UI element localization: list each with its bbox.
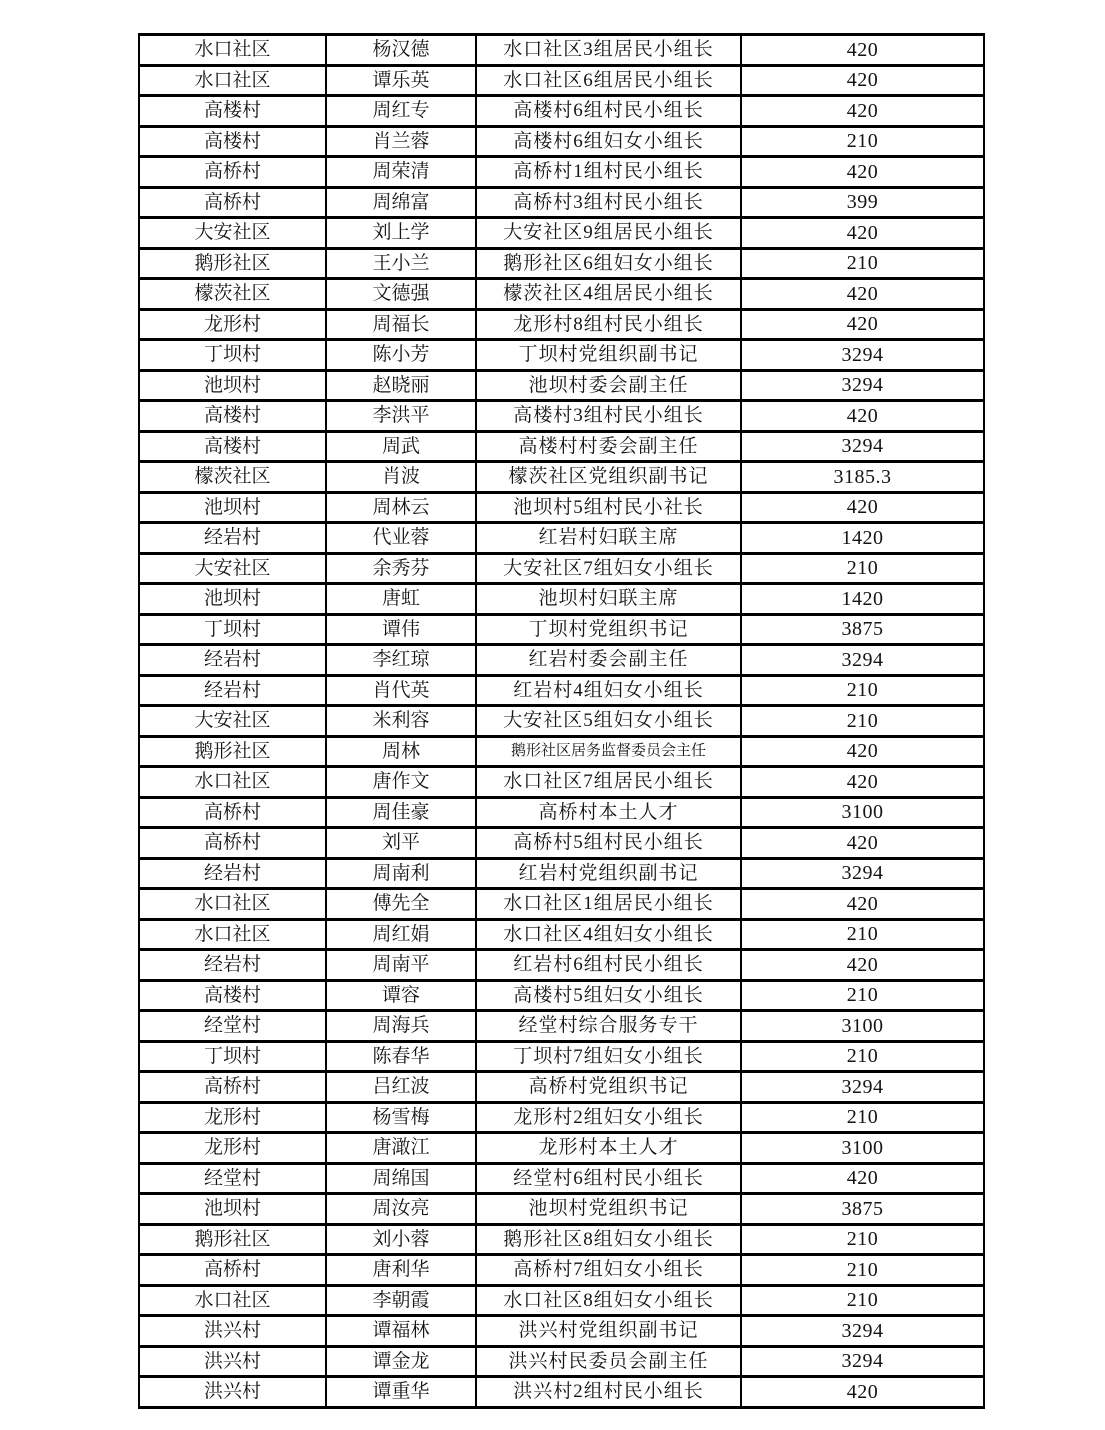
cell-position: 池坝村党组织书记 [476, 1194, 741, 1225]
table-row [139, 523, 984, 554]
cell-area: 高桥村 [139, 1255, 326, 1286]
table-row [139, 980, 984, 1011]
cell-position: 水口社区6组居民小组长 [476, 65, 741, 96]
table-row [139, 736, 984, 767]
cell-name: 李洪平 [326, 401, 476, 432]
cell-name: 周佳豪 [326, 797, 476, 828]
cell-amount: 210 [741, 1285, 984, 1316]
cell-position: 高桥村5组村民小组长 [476, 828, 741, 859]
cell-name: 刘上学 [326, 218, 476, 249]
cell-area: 龙形村 [139, 1102, 326, 1133]
cell-position: 池坝村委会副主任 [476, 370, 741, 401]
table-row [139, 706, 984, 737]
cell-position: 红岩村妇联主席 [476, 523, 741, 554]
cell-name: 肖兰蓉 [326, 126, 476, 157]
cell-area: 经堂村 [139, 1011, 326, 1042]
cell-name: 谭重华 [326, 1377, 476, 1408]
table-row [139, 126, 984, 157]
table-row [139, 1224, 984, 1255]
cell-name: 周海兵 [326, 1011, 476, 1042]
cell-area: 檬茨社区 [139, 462, 326, 493]
cell-amount: 3875 [741, 614, 984, 645]
cell-amount: 420 [741, 950, 984, 981]
cell-area: 水口社区 [139, 889, 326, 920]
cell-area: 经岩村 [139, 950, 326, 981]
table-row [139, 858, 984, 889]
cell-amount: 210 [741, 1041, 984, 1072]
cell-name: 周林 [326, 736, 476, 767]
table-row [139, 614, 984, 645]
table-row [139, 492, 984, 523]
cell-name: 周绵富 [326, 187, 476, 218]
table-row [139, 1194, 984, 1225]
cell-name: 李朝霞 [326, 1285, 476, 1316]
cell-area: 经岩村 [139, 645, 326, 676]
cell-area: 龙形村 [139, 1133, 326, 1164]
table-row [139, 431, 984, 462]
cell-area: 水口社区 [139, 919, 326, 950]
cell-area: 经岩村 [139, 858, 326, 889]
table-row [139, 401, 984, 432]
cell-area: 高楼村 [139, 96, 326, 127]
cell-area: 檬茨社区 [139, 279, 326, 310]
table-row [139, 218, 984, 249]
table-row [139, 96, 984, 127]
cell-amount: 210 [741, 248, 984, 279]
cell-area: 水口社区 [139, 767, 326, 798]
cell-name: 周南利 [326, 858, 476, 889]
cell-position: 经堂村综合服务专干 [476, 1011, 741, 1042]
cell-position: 洪兴村民委员会副主任 [476, 1346, 741, 1377]
table-row [139, 1133, 984, 1164]
cell-amount: 3294 [741, 645, 984, 676]
cell-amount: 420 [741, 157, 984, 188]
table-row [139, 1163, 984, 1194]
cell-amount: 1420 [741, 523, 984, 554]
cell-amount: 210 [741, 1255, 984, 1286]
cell-area: 高桥村 [139, 1072, 326, 1103]
cell-position: 池坝村5组村民小社长 [476, 492, 741, 523]
cell-area: 鹅形社区 [139, 736, 326, 767]
cell-name: 杨汉德 [326, 35, 476, 66]
cell-name: 周林云 [326, 492, 476, 523]
cell-name: 唐澉江 [326, 1133, 476, 1164]
cell-position: 檬茨社区党组织副书记 [476, 462, 741, 493]
cell-amount: 210 [741, 1224, 984, 1255]
cell-name: 王小兰 [326, 248, 476, 279]
cell-area: 水口社区 [139, 1285, 326, 1316]
cell-position: 红岩村党组织副书记 [476, 858, 741, 889]
cell-amount: 210 [741, 126, 984, 157]
cell-name: 谭金龙 [326, 1346, 476, 1377]
cell-amount: 420 [741, 309, 984, 340]
compensation-table [138, 33, 985, 1409]
cell-name: 唐虹 [326, 584, 476, 615]
table-body [139, 35, 984, 1408]
table-row [139, 584, 984, 615]
cell-position: 水口社区8组妇女小组长 [476, 1285, 741, 1316]
cell-amount: 420 [741, 96, 984, 127]
table-row [139, 889, 984, 920]
cell-position: 高桥村党组织书记 [476, 1072, 741, 1103]
table-row [139, 919, 984, 950]
cell-position: 池坝村妇联主席 [476, 584, 741, 615]
cell-position: 洪兴村2组村民小组长 [476, 1377, 741, 1408]
cell-amount: 3875 [741, 1194, 984, 1225]
cell-amount: 420 [741, 1163, 984, 1194]
cell-amount: 420 [741, 1377, 984, 1408]
table-row [139, 767, 984, 798]
cell-name: 周福长 [326, 309, 476, 340]
cell-position: 高桥村3组村民小组长 [476, 187, 741, 218]
cell-amount: 420 [741, 828, 984, 859]
cell-area: 洪兴村 [139, 1346, 326, 1377]
cell-area: 大安社区 [139, 218, 326, 249]
cell-area: 水口社区 [139, 35, 326, 66]
cell-position: 龙形村8组村民小组长 [476, 309, 741, 340]
table-row [139, 797, 984, 828]
cell-name: 吕红波 [326, 1072, 476, 1103]
cell-name: 周红娟 [326, 919, 476, 950]
cell-name: 谭乐英 [326, 65, 476, 96]
cell-amount: 420 [741, 279, 984, 310]
cell-area: 高桥村 [139, 187, 326, 218]
cell-name: 李红琼 [326, 645, 476, 676]
cell-position: 鹅形社区居务监督委员会主任 [476, 736, 741, 767]
cell-position: 水口社区4组妇女小组长 [476, 919, 741, 950]
cell-area: 池坝村 [139, 370, 326, 401]
table-row [139, 1255, 984, 1286]
cell-amount: 420 [741, 767, 984, 798]
cell-area: 高楼村 [139, 401, 326, 432]
cell-area: 鹅形社区 [139, 248, 326, 279]
table-row [139, 248, 984, 279]
cell-position: 经堂村6组村民小组长 [476, 1163, 741, 1194]
cell-amount: 210 [741, 675, 984, 706]
cell-area: 丁坝村 [139, 614, 326, 645]
cell-area: 高楼村 [139, 980, 326, 1011]
cell-position: 高楼村6组村民小组长 [476, 96, 741, 127]
cell-name: 代业蓉 [326, 523, 476, 554]
cell-name: 谭伟 [326, 614, 476, 645]
table-row [139, 370, 984, 401]
table-row [139, 553, 984, 584]
cell-name: 周红专 [326, 96, 476, 127]
cell-position: 大安社区9组居民小组长 [476, 218, 741, 249]
cell-name: 周汝亮 [326, 1194, 476, 1225]
cell-position: 红岩村6组村民小组长 [476, 950, 741, 981]
cell-name: 刘小蓉 [326, 1224, 476, 1255]
cell-amount: 3100 [741, 1011, 984, 1042]
cell-amount: 420 [741, 492, 984, 523]
cell-amount: 420 [741, 35, 984, 66]
cell-amount: 210 [741, 980, 984, 1011]
cell-amount: 3100 [741, 1133, 984, 1164]
cell-position: 丁坝村党组织副书记 [476, 340, 741, 371]
cell-amount: 210 [741, 553, 984, 584]
table-row [139, 309, 984, 340]
cell-amount: 420 [741, 736, 984, 767]
cell-amount: 420 [741, 218, 984, 249]
table-row [139, 1316, 984, 1347]
cell-amount: 1420 [741, 584, 984, 615]
table-row [139, 462, 984, 493]
cell-area: 鹅形社区 [139, 1224, 326, 1255]
cell-name: 肖代英 [326, 675, 476, 706]
cell-area: 池坝村 [139, 492, 326, 523]
cell-position: 高楼村村委会副主任 [476, 431, 741, 462]
cell-name: 周荣清 [326, 157, 476, 188]
cell-name: 谭容 [326, 980, 476, 1011]
table-row [139, 1011, 984, 1042]
cell-area: 经岩村 [139, 675, 326, 706]
cell-name: 杨雪梅 [326, 1102, 476, 1133]
cell-name: 刘平 [326, 828, 476, 859]
cell-area: 池坝村 [139, 584, 326, 615]
cell-position: 高楼村3组村民小组长 [476, 401, 741, 432]
cell-position: 龙形村本土人才 [476, 1133, 741, 1164]
cell-area: 水口社区 [139, 65, 326, 96]
table-row [139, 1285, 984, 1316]
cell-name: 周绵国 [326, 1163, 476, 1194]
cell-area: 高桥村 [139, 157, 326, 188]
cell-area: 高桥村 [139, 828, 326, 859]
cell-amount: 399 [741, 187, 984, 218]
cell-amount: 210 [741, 1102, 984, 1133]
cell-area: 经岩村 [139, 523, 326, 554]
cell-position: 大安社区7组妇女小组长 [476, 553, 741, 584]
cell-position: 红岩村委会副主任 [476, 645, 741, 676]
cell-position: 红岩村4组妇女小组长 [476, 675, 741, 706]
cell-position: 大安社区5组妇女小组长 [476, 706, 741, 737]
cell-amount: 3294 [741, 431, 984, 462]
cell-position: 鹅形社区6组妇女小组长 [476, 248, 741, 279]
cell-area: 大安社区 [139, 706, 326, 737]
table-row [139, 157, 984, 188]
cell-position: 檬茨社区4组居民小组长 [476, 279, 741, 310]
cell-position: 高桥村7组妇女小组长 [476, 1255, 741, 1286]
cell-amount: 3100 [741, 797, 984, 828]
cell-name: 周武 [326, 431, 476, 462]
cell-position: 高楼村5组妇女小组长 [476, 980, 741, 1011]
table-row [139, 645, 984, 676]
cell-amount: 420 [741, 401, 984, 432]
table-row [139, 1041, 984, 1072]
table-row [139, 675, 984, 706]
table-row [139, 828, 984, 859]
cell-position: 水口社区3组居民小组长 [476, 35, 741, 66]
table-row [139, 1102, 984, 1133]
cell-amount: 3294 [741, 1316, 984, 1347]
cell-position: 高桥村1组村民小组长 [476, 157, 741, 188]
cell-name: 赵晓丽 [326, 370, 476, 401]
cell-area: 洪兴村 [139, 1377, 326, 1408]
cell-area: 大安社区 [139, 553, 326, 584]
cell-amount: 3294 [741, 1072, 984, 1103]
cell-area: 龙形村 [139, 309, 326, 340]
cell-position: 丁坝村党组织书记 [476, 614, 741, 645]
cell-position: 龙形村2组妇女小组长 [476, 1102, 741, 1133]
cell-name: 肖波 [326, 462, 476, 493]
cell-amount: 420 [741, 65, 984, 96]
cell-amount: 3185.3 [741, 462, 984, 493]
cell-name: 陈小芳 [326, 340, 476, 371]
cell-area: 洪兴村 [139, 1316, 326, 1347]
cell-amount: 420 [741, 889, 984, 920]
table-row [139, 35, 984, 66]
cell-name: 文德强 [326, 279, 476, 310]
cell-area: 高楼村 [139, 431, 326, 462]
table-row [139, 950, 984, 981]
cell-area: 经堂村 [139, 1163, 326, 1194]
cell-name: 余秀芬 [326, 553, 476, 584]
cell-area: 池坝村 [139, 1194, 326, 1225]
table-row [139, 187, 984, 218]
table-row [139, 1346, 984, 1377]
table-row [139, 1377, 984, 1408]
cell-name: 唐作文 [326, 767, 476, 798]
cell-name: 傅先全 [326, 889, 476, 920]
table-row [139, 65, 984, 96]
cell-amount: 3294 [741, 858, 984, 889]
cell-position: 高桥村本土人才 [476, 797, 741, 828]
cell-amount: 210 [741, 919, 984, 950]
cell-name: 周南平 [326, 950, 476, 981]
cell-name: 米利容 [326, 706, 476, 737]
table-row [139, 1072, 984, 1103]
cell-amount: 3294 [741, 1346, 984, 1377]
cell-area: 高楼村 [139, 126, 326, 157]
cell-position: 水口社区7组居民小组长 [476, 767, 741, 798]
cell-area: 丁坝村 [139, 340, 326, 371]
table-row [139, 279, 984, 310]
cell-name: 陈春华 [326, 1041, 476, 1072]
cell-position: 丁坝村7组妇女小组长 [476, 1041, 741, 1072]
cell-name: 唐利华 [326, 1255, 476, 1286]
cell-area: 丁坝村 [139, 1041, 326, 1072]
cell-name: 谭福林 [326, 1316, 476, 1347]
cell-position: 高楼村6组妇女小组长 [476, 126, 741, 157]
cell-position: 鹅形社区8组妇女小组长 [476, 1224, 741, 1255]
cell-amount: 3294 [741, 340, 984, 371]
cell-area: 高桥村 [139, 797, 326, 828]
cell-amount: 3294 [741, 370, 984, 401]
table-row [139, 340, 984, 371]
cell-position: 洪兴村党组织副书记 [476, 1316, 741, 1347]
cell-position: 水口社区1组居民小组长 [476, 889, 741, 920]
cell-amount: 210 [741, 706, 984, 737]
